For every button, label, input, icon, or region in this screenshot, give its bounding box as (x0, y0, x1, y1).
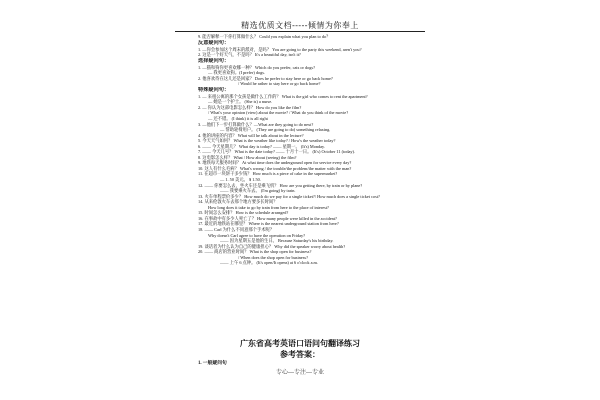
text-line: 2. — 你认为这部电影怎么样？ How do you like the film? (198, 104, 302, 110)
section-heading: 特殊疑问句： (198, 86, 230, 93)
section-heading: 选择疑问句： (198, 57, 230, 64)
text-line: — 1. 50 美元。 $ 1.50. (220, 177, 261, 183)
text-line: 20. —— 商店的营业时间？ What is the shop open for business? (198, 249, 312, 255)
text-line: — 她是一个护士。 (She is) a nurse. (208, 99, 273, 105)
text-line: 9. 地铁每天服务时间？ At what time does the underground open for service every day? (198, 160, 352, 166)
title-line-2: 参考答案： (280, 350, 320, 359)
text-line: 2. 这是一个好天气，不是吗？ It's a beautiful day, isn't it? (198, 52, 301, 58)
text-line: —— 我要乘火车去。 (I'm going) by train. (220, 188, 296, 194)
text-line: 1. —猫和狗你更喜欢哪一种？ Which do you prefer, cats or dogs? (198, 64, 316, 70)
text-line: 17. 最近的地铁站在哪里？ Where is the nearest underground station from here? (198, 221, 339, 227)
document-title (220, 338, 380, 360)
text-line: / When does the shop open for business? (238, 254, 308, 260)
text-line: Why doesn't Carl agree to have the operation on Friday? (208, 232, 306, 238)
text-line: — 还不错。 (I think) it is all right (208, 116, 268, 122)
title-line-1: 广东省高考英语口语问句翻译练习 (240, 339, 360, 348)
text-line: 8. 这电影怎么样？ What / How about (seeing) the film? (198, 154, 297, 160)
text-line: 3. —他们下一步打算做什么？—What are they going to do next? (198, 121, 314, 127)
text-line: 11. 在超市一块饼干多少钱？ How much is a piece of cake in the supermarket? (198, 171, 338, 177)
section-heading: 1. 一般疑问句 (198, 361, 227, 366)
text-line: 1. — 来租公寓的那个女孩是做什么工作的？ What is the girl who comes to rent the apartment? (198, 93, 368, 99)
page-footer: 专心---专注---专业 (276, 370, 324, 376)
text-line: 7. —— 今天几号？ What is the date today? —— 十月十一日。 (It's) October 11 (today). (198, 149, 356, 155)
text-line: 4. 他的讲座的内容？ What will he talk about in the lecture? (198, 132, 304, 138)
text-line: How long does it take to go by train from here to the place of interest? (208, 204, 329, 210)
text-line: 6. —— 今天星期几？ What day is today? —— 星期一。 (It's) Monday. (198, 143, 325, 149)
text-line: 12. —— 你要怎么去，坐火车还是乘飞机？ How are you getting there, by train or by plane? (198, 182, 363, 188)
text-line: 10. 这人有什么毛病？ What's wrong / the trouble/the problem/the matter with the man? (198, 165, 352, 171)
text-line: — 帮助轮椅用户。 (They are going to do) something relaxing. (220, 127, 331, 133)
text-line: 15. 时间怎么安排？ How is the schedule arranged? (198, 210, 289, 216)
text-line: —— 因为星期五是他的生日。 Because Saturday's his birthday. (220, 238, 334, 244)
document-body (198, 34, 428, 266)
text-line: 2. 他喜欢待在这儿还是回家？ Does he prefer to stay here or go back home? (198, 75, 333, 81)
page-header: 精选优质文档-----倾情为你奉上 (241, 21, 359, 30)
text-line: —— 上午 6 点钟。 (It's open/It opens) at 6 o'clock a.m. (220, 260, 318, 266)
header-divider (175, 31, 425, 32)
text-line: / What's your opinion (view) about the movie? / What do you think of the movie? (208, 110, 349, 116)
text-line: 13. 火车单程票价多少？ How much do we pay for a single ticket?/ How much does a single ticket cost? (198, 193, 380, 199)
text-line: — 我更喜欢狗。(I prefer) dogs. (208, 70, 266, 76)
text-line: 16. 在事故中有多少人死亡了？ How many people were killed in the accident? (198, 215, 337, 221)
text-line: 9. 能否解释一下你打算做什么？ Could you explain what you plan to do？ (198, 34, 331, 39)
text-line: 18. —— Carl 为什么不同意那个手术呢？ (198, 226, 275, 232)
text-line: 14. 从来伦敦火车去那个地方要多长时间？ (198, 199, 278, 205)
text-line: 19. 谈话者为什么认为自己的健康担心？ Why did the speaker worry about health? (198, 243, 346, 249)
section-heading: 反意疑问句： (198, 39, 230, 46)
text-line: 1. —你会参加这个周末的派对，是吗？ You are going to the party this weekend, aren't you? (198, 46, 362, 52)
text-line: 5. 今天天气如何？ What is the weather like today? / How's the weather today? (198, 138, 336, 144)
text-line: / Would he rather to stay here or go back home? (238, 81, 321, 87)
